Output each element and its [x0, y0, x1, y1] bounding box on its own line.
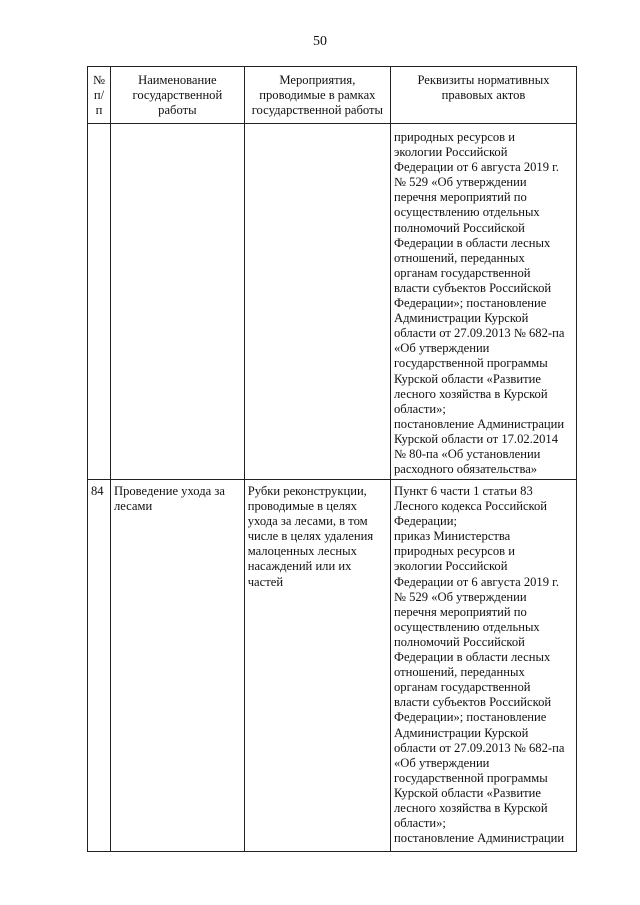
- activities-cell: [244, 124, 390, 480]
- activities-cell: Рубки реконструкции, проводимые в целях ухода за лесами, в том числе в целях удаления малоценных лесных насаждений или их частей: [244, 480, 390, 852]
- table-row: [88, 480, 577, 852]
- page-number: 50: [313, 34, 327, 49]
- row-number-cell: 84: [88, 480, 111, 852]
- header-activities: Мероприятия, проводимые в рамках государственной работы: [244, 67, 390, 124]
- legal-acts-cell: природных ресурсов и экологии Российской Федерации от 6 августа 2019 г. № 529 «Об утверждении перечня мероприятий по осуществлению отдельных полномочий Российской Федерации в области лесных отношений, переданных органам государственной власти субъектов Российской Федерации»; постановление Администрации Курской области от 27.09.2013 № 682-па «Об утверждении государственной программы Курской области «Развитие лесного хозяйства в Курской области»; постановление Администрации Курской области от 17.02.2014 № 80-па «Об установлении расходного обязательства»: [391, 124, 577, 480]
- work-name-cell: Проведение ухода за лесами: [110, 480, 244, 852]
- header-legal-acts: Реквизиты нормативных правовых актов: [391, 67, 577, 124]
- table-row: [88, 124, 577, 480]
- row-number-cell: [88, 124, 111, 480]
- legal-acts-cell: Пункт 6 части 1 статьи 83 Лесного кодекса Российской Федерации; приказ Министерства природных ресурсов и экологии Российской Федерации от 6 августа 2019 г. № 529 «Об утверждении перечня мероприятий по осуществлению отдельных полномочий Российской Федерации в области лесных отношений, переданных органам государственной власти субъектов Российской Федерации»; постановление Администрации Курской области от 27.09.2013 № 682-па «Об утверждении государственной программы Курской области «Развитие лесного хозяйства в Курской области»; постановление Администрации: [391, 480, 577, 852]
- registry-table: [87, 66, 577, 852]
- table-header-row: [88, 67, 577, 124]
- header-number: № п/п: [88, 67, 111, 124]
- header-work-name: Наименование государственной работы: [110, 67, 244, 124]
- work-name-cell: [110, 124, 244, 480]
